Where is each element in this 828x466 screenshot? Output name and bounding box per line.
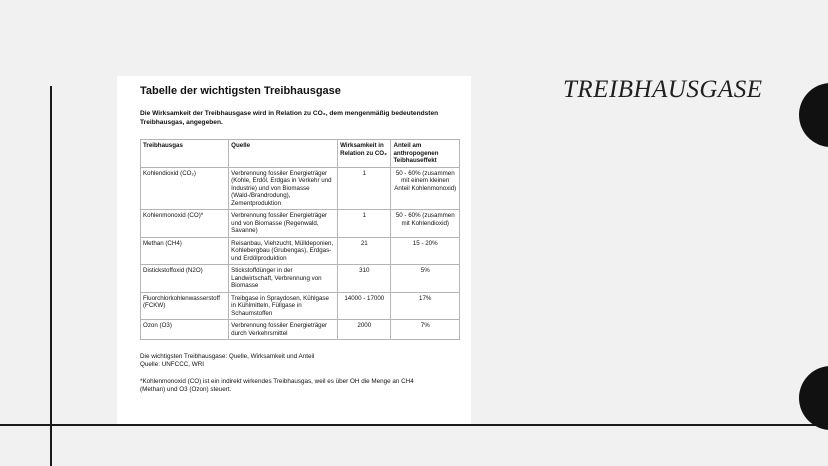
cell-effectiveness: 310 xyxy=(338,265,391,293)
cell-source: Reisanbau, Viehzucht, Mülldeponien, Kohlebergbau (Grubengas), Erdgas- und Erdölproduktion xyxy=(229,237,338,265)
decorative-circle-top xyxy=(799,83,828,147)
cell-source: Verbrennung fossiler Energieträger durch Verkehrsmittel xyxy=(229,320,338,340)
decorative-horizontal-line xyxy=(0,424,828,426)
table-row xyxy=(141,167,460,210)
cell-gas: Kohlendioxid (CO₂) xyxy=(141,167,229,210)
caption-line: Die wichtigsten Treibhausgase: Quelle, Wirksamkeit und Anteil xyxy=(140,353,315,360)
cell-source: Stickstoffdünger in der Landwirtschaft, Verbrennung von Biomasse xyxy=(229,265,338,293)
cell-source: Verbrennung fossiler Energieträger (Kohle, Erdöl, Erdgas in Verkehr und Industrie) und von Biomasse (Wald-/Brandrodung), Zementproduktion xyxy=(229,167,338,210)
column-header-share: Anteil am anthropogenen Teibhauseffekt xyxy=(391,140,460,168)
table-row xyxy=(141,210,460,238)
cell-gas: Fluorchlorkohlenwasserstoff (FCKW) xyxy=(141,292,229,320)
cell-share: 5% xyxy=(391,265,460,293)
table-row xyxy=(141,265,460,293)
cell-effectiveness: 2000 xyxy=(338,320,391,340)
cell-share: 17% xyxy=(391,292,460,320)
cell-gas: Kohlenmonoxid (CO)* xyxy=(141,210,229,238)
table-row xyxy=(141,320,460,340)
table-caption xyxy=(140,353,459,369)
column-header-gas: Treibhausgas xyxy=(141,140,229,168)
table-header-row xyxy=(141,140,460,168)
cell-effectiveness: 14000 - 17000 xyxy=(338,292,391,320)
table-row xyxy=(141,237,460,265)
caption-source: Quelle: UNFCCC, WRI xyxy=(140,361,205,368)
cell-share: 50 - 60% (zusammen mit Kohlendioxid) xyxy=(391,210,460,238)
cell-effectiveness: 21 xyxy=(338,237,391,265)
cell-source: Treibgase in Spraydosen, Kühlgase in Kühlmitteln, Füllgase in Schaumstoffen xyxy=(229,292,338,320)
cell-gas: Distickstoffoxid (N2O) xyxy=(141,265,229,293)
document-title: Tabelle der wichtigsten Treibhausgase xyxy=(140,85,341,97)
cell-effectiveness: 1 xyxy=(338,167,391,210)
cell-source: Verbrennung fossiler Energieträger und von Biomasse (Regenwald, Savanne) xyxy=(229,210,338,238)
column-header-effectiveness: Wirksamkeit in Relation zu CO₂ xyxy=(338,140,391,168)
document-subtitle: Die Wirksamkeit der Treibhausgase wird in Relation zu CO₂, dem mengenmäßig bedeutendsten Treibhausgas, angegeben. xyxy=(140,110,439,126)
greenhouse-gas-table xyxy=(140,139,460,340)
document-image xyxy=(117,76,471,424)
cell-gas: Ozon (O3) xyxy=(141,320,229,340)
cell-effectiveness: 1 xyxy=(338,210,391,238)
cell-gas: Methan (CH4) xyxy=(141,237,229,265)
table-row xyxy=(141,292,460,320)
footnote: *Kohlenmonoxid (CO) ist ein indirekt wirkendes Treibhausgas, weil es über OH die Menge an CH4 (Methan) und O3 (Ozon) steuert. xyxy=(140,378,414,393)
cell-share: 15 - 20% xyxy=(391,237,460,265)
decorative-circle-bottom xyxy=(799,366,828,430)
column-header-source: Quelle xyxy=(229,140,338,168)
cell-share: 7% xyxy=(391,320,460,340)
slide-title: TREIBHAUSGASE xyxy=(563,76,763,103)
decorative-vertical-line xyxy=(50,86,52,466)
cell-share: 50 - 60% (zusammen mit einem kleinen Anteil Kohlenmonoxid) xyxy=(391,167,460,210)
